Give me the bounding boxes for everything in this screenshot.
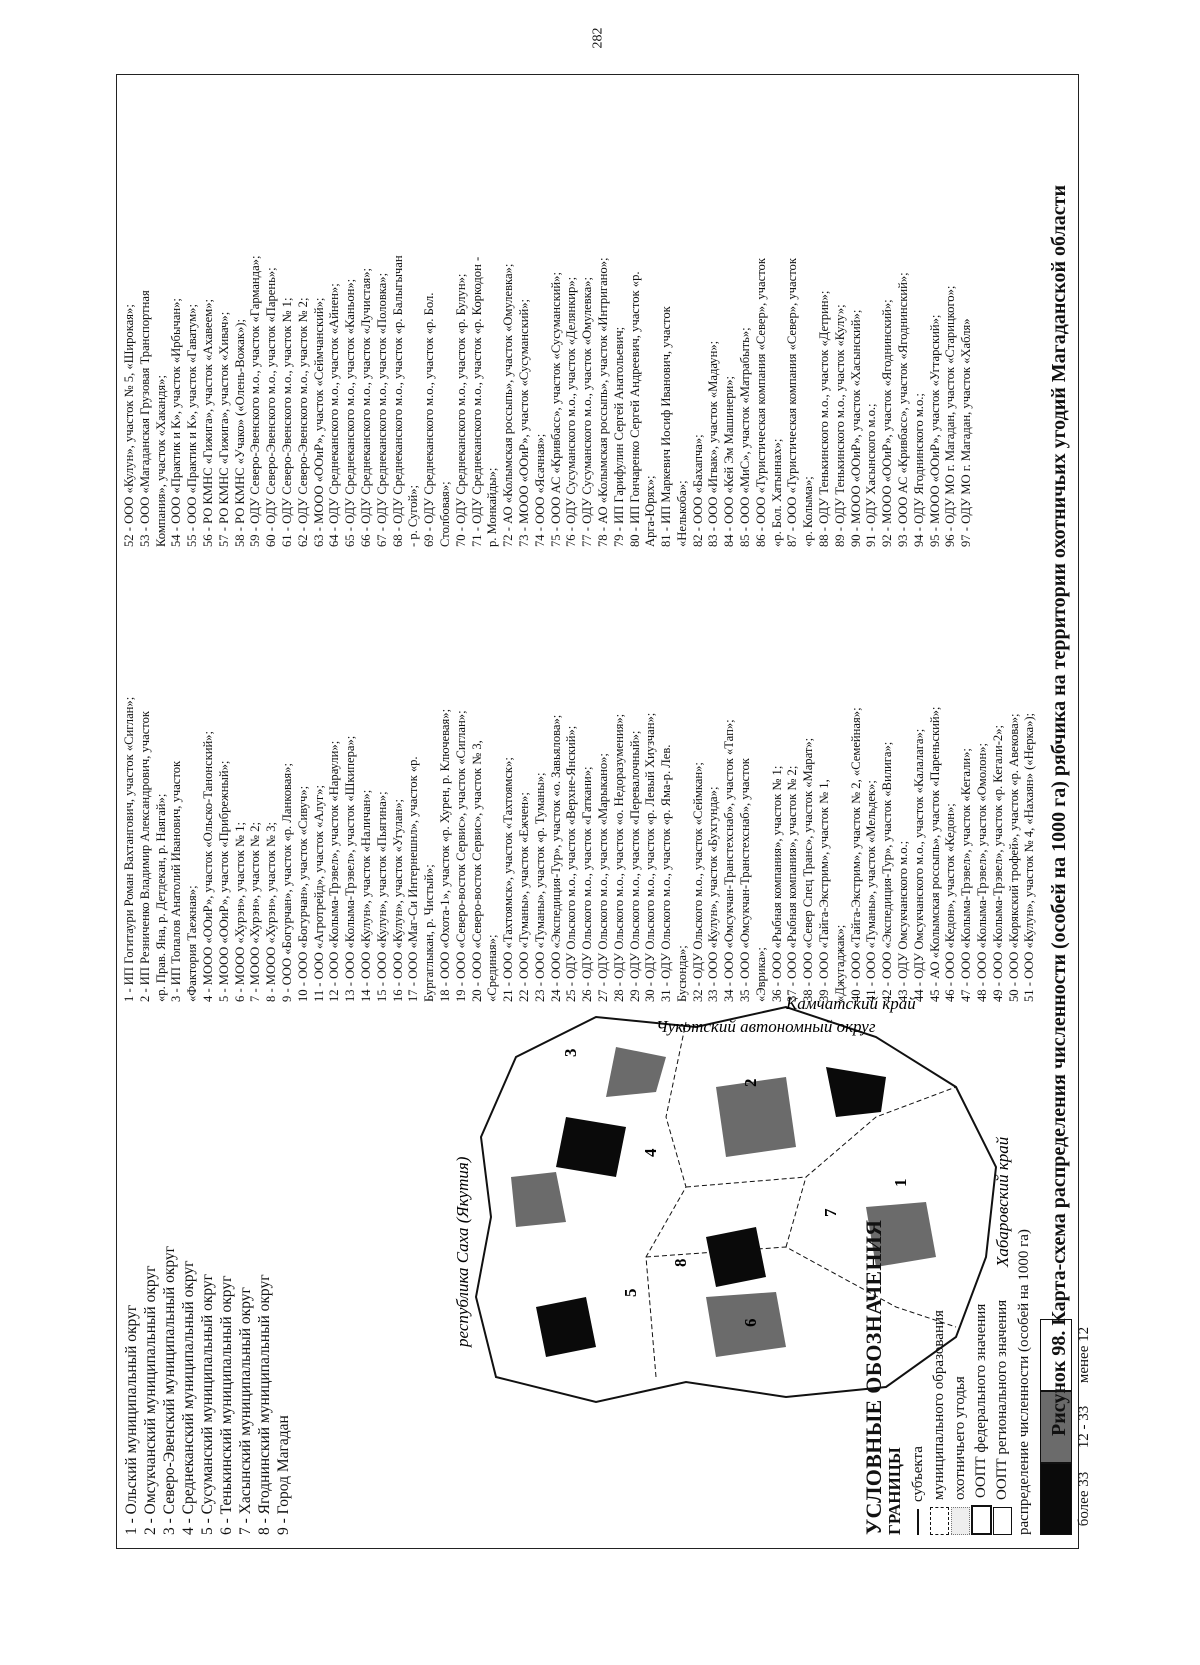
line-dotted-swatch <box>951 1507 970 1535</box>
hunting-ground-item: 71 - ОДУ Среднеканского м.о., участок «р. Коркодон - <box>469 256 484 547</box>
hunting-ground-item: 75 - ООО АС «Кривбасс», участок «Сусуманский»; <box>548 272 563 547</box>
hunting-ground-item: Бусюнда»; <box>674 945 689 1002</box>
hunting-ground-item: «Фактория Таежная»; <box>185 885 200 1002</box>
density-high-area <box>556 1117 626 1177</box>
hunting-ground-item: 8 - МООО «Хурэн», участок № 3; <box>264 821 279 1002</box>
hunting-ground-item: 20 - ООО «Северо-восток Сервис», участок № 3, <box>469 740 484 1002</box>
hunting-ground-item: 51 - ООО «Кулун», участок № 4, «Нахаян» («Нерка»); <box>1022 712 1037 1002</box>
line-dashed-swatch <box>930 1507 949 1535</box>
hunting-ground-item: 77 - ОДУ Сусуманского м.о., участок «Омулевка»; <box>580 277 595 547</box>
hunting-ground-item: 18 - ООО «Охота-1», участок «р. Хурен, р. Ключевая»; <box>437 708 452 1002</box>
hunting-ground-item: 63 - МООО «ООиР», участок «Сеймчанский»; <box>311 297 326 547</box>
figure-caption: Рисунок 98. Карта-схема распределения численности (особей на 1000 га) рябчика на территории охотничьих угодий Магаданской области <box>1048 185 1070 1436</box>
hunting-ground-item: 44 - ОДУ Омсукчанского м.о., участок «Калалага»; <box>911 728 926 1002</box>
hunting-ground-item: 25 - ОДУ Ольского м.о., участок «Верхне-Янский»; <box>564 725 579 1002</box>
hunting-ground-item: Компания», участок «Хакандя»; <box>153 375 168 547</box>
label-khabarovsk: Хабаровский край <box>993 1136 1012 1267</box>
hunting-ground-item: 78 - АО «Колымская россыпь», участок «Интригано»; <box>595 257 610 547</box>
hunting-ground-item: 17 - ООО «Маг-Си Интернешнл», участок «р. <box>406 756 421 1002</box>
hunting-ground-item: 69 - ОДУ Среднеканского м.о., участок «р. Бол. <box>422 292 437 547</box>
hunting-ground-item: 91 - ОДУ Хасынского м.о.; <box>864 403 879 547</box>
district-number: 1 <box>891 1178 910 1187</box>
hunting-ground-item: 13 - ООО «Колыма-Трэвел», участок «Шкипера»; <box>343 735 358 1002</box>
municipality-list <box>122 1246 293 1535</box>
hunting-ground-item: Столбовая»; <box>437 481 452 547</box>
line-solid-swatch <box>909 1509 919 1535</box>
hunting-ground-item: 73 - МООО «ООиР», участок «Сусуманский»; <box>516 299 531 547</box>
box-thin-swatch <box>993 1507 1012 1535</box>
municipality-item: 4 - Среднеканский муниципальный округ <box>180 1260 197 1535</box>
hunting-ground-item: «р. Прав. Яна, р. Детдекан, р. Наягай»; <box>153 793 168 1002</box>
hunting-ground-item: 23 - ООО «Туманы», участок «р. Туманы»; <box>532 772 547 1002</box>
rotated-figure <box>116 74 1092 1547</box>
hunting-ground-item: 9 - ООО «Богурчан», участок «р. Ланковая»; <box>279 763 294 1002</box>
hunting-ground-item: 62 - ОДУ Северо-Эвенского м.о., участок № 2; <box>295 297 310 547</box>
hunting-ground-item: 26 - ОДУ Ольского м.о., участок «Гаткани»; <box>580 766 595 1002</box>
hunting-grounds-list-2 <box>122 77 975 547</box>
label-chukotka: Чукотский автономный округ <box>656 1017 876 1036</box>
hunting-ground-item: 60 - ОДУ Северо-Эвенского м.о., участок «Парень»; <box>264 267 279 547</box>
legend-borders-title: ГРАНИЦЫ <box>885 1447 904 1535</box>
hunting-ground-item: 72 - АО «Колымская россыпь», участок «Омулевка»; <box>501 263 516 547</box>
hunting-ground-item: 14 - ООО «Кулун», участок «Наличан»; <box>358 789 373 1002</box>
hunting-ground-item: 52 - ООО «Кулун», участок № 5, «Широкая»; <box>122 304 136 547</box>
legend-item: ООПТ федерального значения <box>971 1115 992 1535</box>
hunting-ground-item: 34 - ООО «Омсукчан-Транстехснаб», участок «Тап»; <box>722 719 737 1002</box>
legend-item: ООПТ регионального значения <box>992 1115 1013 1535</box>
hunting-ground-item: 96 - ОДУ МО г. Магадан, участок «Старицкого»; <box>943 285 958 547</box>
hunting-ground-item: 30 - ОДУ Ольского м.о., участок «р. Левый Хиузчан»; <box>643 712 658 1002</box>
hunting-ground-item: 80 - ИП Гончаренко Сергей Андреевич, участок «р. <box>627 271 642 547</box>
density-mid-area <box>716 1077 796 1157</box>
hunting-ground-item: 40 - ООО «Тайга-Экстрим», участок № 2, «Семейная»; <box>848 707 863 1002</box>
hunting-ground-item: 49 - ООО «Колыма-Трэвел», участок «р. Кегали-2»; <box>990 725 1005 1002</box>
hunting-ground-item: «р. Колыма»; <box>801 476 816 547</box>
hunting-ground-item: «Срединая»; <box>485 934 500 1002</box>
density-mid: 12 - 33 <box>1040 1391 1094 1463</box>
hunting-ground-item: 95 - МООО «ООиР», участок «Угтарский»; <box>927 314 942 547</box>
legend-density-title: распределение численности (особей на 1000 га) <box>1016 1229 1032 1535</box>
hunting-ground-item: 47 - ООО «Колыма-Трэвел», участок «Кегали»; <box>959 748 974 1002</box>
hunting-ground-item: 97 - ОДУ МО г. Магадан, участок «Хабля» <box>959 318 974 547</box>
hunting-ground-item: 3 - ИП Топалов Анатолий Иванович, участок <box>169 760 184 1002</box>
hunting-ground-item: Арга-Юрях»; <box>643 475 658 547</box>
hunting-ground-item: 2 - ИП Резниченко Владимир Александрович, участок <box>137 710 152 1002</box>
hunting-ground-item: «Нелькоба»; <box>674 480 689 547</box>
municipality-item: 9 - Город Магадан <box>275 1415 292 1535</box>
density-low: менее 12 <box>1040 1319 1094 1391</box>
hunting-ground-item: 93 - ООО АС «Кривбасс», участок «Ягоднинский»; <box>896 272 911 547</box>
hunting-ground-item: 24 - ООО «Экспедиция-Тур», участок «о. Завьялова»; <box>548 714 563 1002</box>
district-number: 8 <box>671 1258 690 1267</box>
municipality-item: 3 - Северо-Эвенский муниципальный округ <box>161 1245 178 1535</box>
municipality-item: 1 - Ольский муниципальный округ <box>123 1304 140 1535</box>
hunting-ground-item: 22 - ООО «Туманы», участок «Ежчен»; <box>516 792 531 1002</box>
hunting-ground-item: 7 - МООО «Хурэн», участок № 2; <box>248 821 263 1002</box>
hunting-ground-item: 76 - ОДУ Сусуманского м.о., участок «Делянкир»; <box>564 276 579 547</box>
hunting-ground-item: 59 - ОДУ Северо-Эвенского м.о., участок «Гарманда»; <box>248 255 263 547</box>
hunting-ground-item: р. Монкайды»; <box>485 467 500 547</box>
hunting-ground-item: 86 - ООО «Туристическая компания «Север», участок <box>753 258 768 547</box>
hunting-ground-item: 81 - ИП Маркевич Иосиф Иванович, участок <box>659 306 674 547</box>
density-high-area <box>706 1227 766 1287</box>
label-yakutia: республика Саха (Якутия) <box>453 1156 472 1347</box>
hunting-ground-item: «р. Бол. Хатыннах»; <box>769 438 784 547</box>
legend-item: муниципального образования <box>929 1115 950 1535</box>
label-kamchatka: Камчатский край <box>786 994 916 1013</box>
hunting-ground-item: 65 - ОДУ Среднеканского м.о., участок «Каньон»; <box>343 278 358 547</box>
hunting-ground-item: 31 - ОДУ Ольского м.о., участок «р. Яма-р. Лев. <box>659 744 674 1002</box>
hunting-ground-item: 57 - РО КМНС «Гижига», участок «Хивач»; <box>216 311 231 547</box>
hunting-ground-item: 92 - МООО «ООиР», участок «Ягоднинский»; <box>880 299 895 547</box>
hunting-ground-item: 35 - ООО «Омсукчан-Транстехснаб», участок <box>738 758 753 1002</box>
hunting-ground-item: 67 - ОДУ Среднеканского м.о., участок «Половка»; <box>374 272 389 547</box>
hunting-ground-item: 88 - ОДУ Тенькинского м.о., участок «Детрин»; <box>817 290 832 547</box>
hunting-ground-item: 55 - ООО «Практик и К», участок «Гаватум»; <box>185 304 200 547</box>
hunting-ground-item: 21 - ООО «Тахтоямск», участок «Тахтоямск»; <box>501 757 516 1002</box>
hunting-ground-item: 39 - ООО «Тайга-Экстрим», участок № 1, <box>817 779 832 1002</box>
hunting-ground-item: 10 - ООО «Богурчан», участок «Сивуч»; <box>295 785 310 1002</box>
legend-item: субъекта <box>908 1115 929 1535</box>
hunting-ground-item: 42 - ООО «Экспедиция-Тур», участок «Вилига»; <box>880 741 895 1002</box>
municipality-item: 6 - Тенькинский муниципальный округ <box>218 1275 235 1535</box>
hunting-ground-item: 50 - ООО «Корякский трофей», участок «р. Авекова»; <box>1006 713 1021 1002</box>
hunting-ground-item: 4 - МООО «ООиР», участок «Ольско-Танонский»; <box>200 731 215 1002</box>
hunting-ground-item: 32 - ОДУ Ольского м.о., участок «Сеймкан»; <box>690 762 705 1002</box>
hunting-ground-item: 41 - ООО «Туманы», участок «Мельдек»; <box>864 780 879 1002</box>
hunting-ground-item: 58 - РО КМНС «Учако» («Олень-Вожак»); <box>232 318 247 547</box>
hunting-grounds-list-1 <box>122 562 1038 1002</box>
hunting-ground-item: 5 - МООО «ООиР», участок «Прибрежный»; <box>216 760 231 1002</box>
hunting-ground-item: 89 - ОДУ Тенькинского м.о., участок «Кулу»; <box>832 304 847 547</box>
hunting-ground-item: 79 - ИП Гарифулин Сергей Анатольевич; <box>611 326 626 547</box>
hunting-ground-item: 36 - ООО «Рыбная компания», участок № 1; <box>769 765 784 1002</box>
hunting-ground-item: Бургаглыкан, р. Чистый»; <box>422 864 437 1002</box>
legend-title: УСЛОВНЫЕ ОБОЗНАЧЕНИЯ <box>861 1219 886 1535</box>
hunting-ground-item: - р. Сугой»; <box>406 484 421 547</box>
hunting-ground-item: 66 - ОДУ Среднеканского м.о., участок «Лучистая»; <box>358 267 373 547</box>
hunting-ground-item: 85 - ООО «МиС», участок «Матрабыть»; <box>738 327 753 547</box>
hunting-ground-item: 94 - ОДУ Ягоднинского м.о.; <box>911 393 926 547</box>
hunting-ground-item: 1 - ИП Гогитаури Роман Вахтангович, участок «Сиглан»; <box>122 696 136 1002</box>
hunting-ground-item: «Джугаджак»; <box>832 924 847 1002</box>
hunting-ground-item: 82 - ООО «Бахапча»; <box>690 434 705 547</box>
density-high-area <box>536 1297 596 1357</box>
hunting-ground-item: 6 - МООО «Хурэн», участок № 1; <box>232 821 247 1002</box>
district-number: 7 <box>821 1208 840 1217</box>
district-number: 2 <box>741 1078 760 1087</box>
hunting-ground-item: 70 - ОДУ Среднеканского м.о., участок «р. Булун»; <box>453 273 468 547</box>
hunting-ground-item: 64 - ОДУ Среднеканского м.о., участок «Айнен»; <box>327 283 342 547</box>
hunting-ground-item: 56 - РО КМНС «Гижига», участок «Ахавеем»; <box>200 299 215 547</box>
hunting-ground-item: 74 - ООО «Ясачная»; <box>532 433 547 547</box>
municipality-item: 7 - Хасынский муниципальный округ <box>237 1287 254 1535</box>
hunting-ground-item: 90 - МООО «ООиР», участок «Хасынский»; <box>848 309 863 547</box>
hunting-ground-item: 27 - ОДУ Ольского м.о., участок «Марыкано»; <box>595 753 610 1002</box>
hunting-ground-item: 29 - ОДУ Ольского м.о., участок «Перевалочный»; <box>627 730 642 1002</box>
hunting-ground-item: 16 - ООО «Кулун», участок «Угулан»; <box>390 798 405 1002</box>
hunting-ground-item: 45 - АО «Колымская россыпь», участок «Пареньский»; <box>927 706 942 1002</box>
hunting-ground-item: 54 - ООО «Практик и К», участок «Ирбычан»; <box>169 298 184 547</box>
page-number: 282 <box>590 27 606 49</box>
district-number: 5 <box>621 1288 640 1297</box>
hunting-ground-item: 84 - ООО «Кей Эм Машинери»; <box>722 375 737 547</box>
hunting-ground-item: 33 - ООО «Кулун», участок «Бухгунда»; <box>706 786 721 1002</box>
hunting-ground-item: 15 - ООО «Кулун», участок «Пьягина»; <box>374 791 389 1002</box>
box-thick-swatch <box>971 1505 992 1535</box>
hunting-ground-item: 37 - ООО «Рыбная компания», участок № 2; <box>785 765 800 1002</box>
municipality-item: 8 - Ягоднинский муниципальный округ <box>256 1274 273 1535</box>
hunting-ground-item: 12 - ООО «Колыма-Трэвел», участок «Нараули»; <box>327 740 342 1002</box>
hunting-ground-item: 68 - ОДУ Среднеканского м.о., участок «р. Балыгычан <box>390 255 405 547</box>
district-number: 4 <box>641 1148 660 1157</box>
district-number: 6 <box>741 1318 760 1327</box>
hunting-ground-item: 61 - ОДУ Северо-Эвенского м.о., участок № 1; <box>279 297 294 547</box>
hunting-ground-item: 38 - ООО «Север Спец Транс», участок «Марат»; <box>801 737 816 1002</box>
municipality-item: 5 - Сусуманский муниципальный округ <box>199 1273 216 1535</box>
hunting-ground-item: 48 - ООО «Колыма-Трэвел», участок «Омолон»; <box>975 742 990 1002</box>
hunting-ground-item: 87 - ООО «Туристическая компания «Север», участок <box>785 258 800 547</box>
hunting-ground-item: 28 - ОДУ Ольского м.о., участок «о. Недоразумения»; <box>611 713 626 1002</box>
hunting-ground-item: 19 - ООО «Северо-восток Сервис», участок «Сиглан»; <box>453 710 468 1002</box>
district-number: 3 <box>561 1048 580 1057</box>
hunting-ground-item: «Эврика»; <box>753 947 768 1002</box>
hunting-ground-item: 11 - ООО «Агротрейд», участок «Алуг»; <box>311 785 326 1002</box>
hunting-ground-item: 46 - ООО «Кедон», участок «Кедон»; <box>943 803 958 1002</box>
legend-item: охотничьего угодья <box>950 1115 971 1535</box>
municipality-item: 2 - Омсукчанский муниципальный округ <box>142 1265 159 1535</box>
hunting-ground-item: 43 - ОДУ Омсукчанского м.о.; <box>896 840 911 1002</box>
hunting-ground-item: 83 - ООО «Игвак», участок «Мадаун»; <box>706 340 721 547</box>
hunting-ground-item: 53 - ООО «Магаданская Грузовая Транспортная <box>137 290 152 547</box>
density-high: более 33 <box>1040 1463 1094 1535</box>
